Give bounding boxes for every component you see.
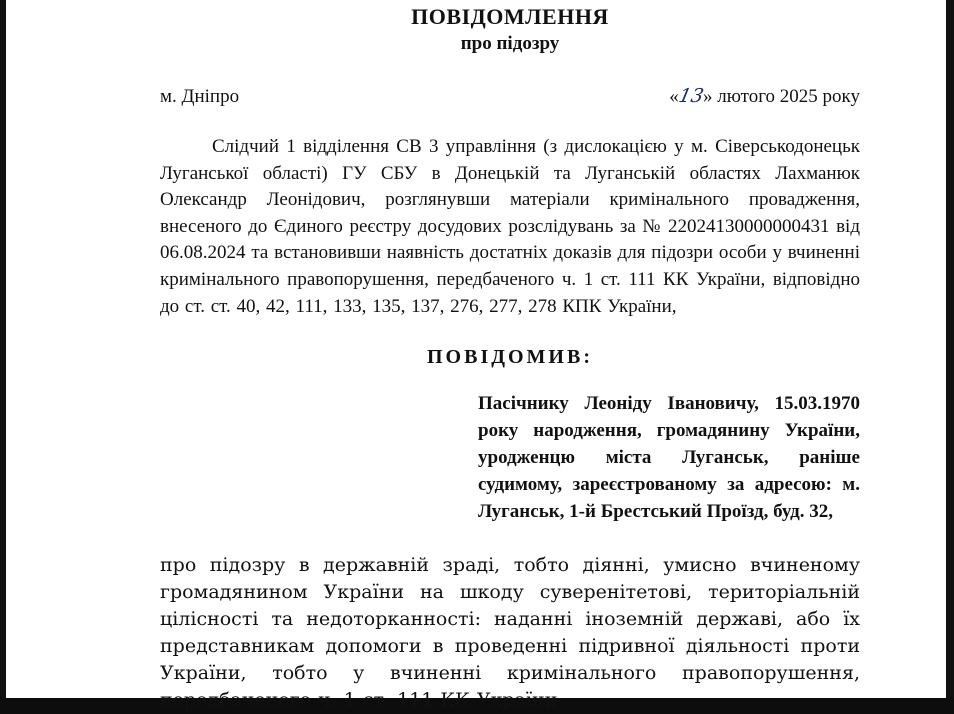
declaration-heading: ПОВІДОМИВ: bbox=[427, 346, 593, 369]
left-margin-shadow bbox=[0, 0, 6, 698]
date-line bbox=[669, 85, 860, 108]
date-rest: » лютого 2025 року bbox=[702, 86, 860, 107]
document-subtitle: про підозру bbox=[460, 33, 560, 54]
accusation-paragraph: про підозру в державній зраді, тобто діянні, умисно вчиненому громадянином України на шкоду суверенітетові, територіальній цілісності та недоторканності: наданні іноземній державі, або їх представникам допомоги в проведенні підривної діяльності проти України, тобто у вчиненні кримінального правопорушення, передбаченого ч. 1 ст. 111 КК України bbox=[160, 554, 860, 711]
document-meta-row bbox=[160, 85, 860, 108]
city-label: м. Дніпро bbox=[160, 86, 240, 107]
intro-paragraph: Слідчий 1 відділення СВ 3 управління (з дислокацією у м. Сіверськодонецьк Луганської області) ГУ СБУ в Донецькій та Луганській областях Лахманюк Олександр Леонідович, розглянувши матеріали кримінального провадження, внесеного до Єдиного реєстру досудових розслідувань за № 22024130000000431 від 06.08.2024 та встановивши наявність достатніх доказів для підозри особи у вчиненні кримінального правопорушення, передбаченого ч. 1 ст. 111 КК України, відповідно до ст. ст. 40, 42, 111, 133, 135, 137, 276, 277, 278 КПК України, bbox=[160, 136, 860, 317]
document-content bbox=[160, 0, 860, 714]
document-title: ПОВІДОМЛЕННЯ bbox=[411, 4, 609, 29]
date-handwritten-day: 13 bbox=[676, 85, 706, 107]
person-details-block: Пасічнику Леоніду Івановичу, 15.03.1970 року народження, громадянину України, уродженцю міста Луганськ, раніше судимому, зареєстрованому за адресою: м. Луганськ, 1-й Брестський Проїзд, буд. 32, bbox=[478, 393, 860, 523]
right-margin-shadow bbox=[946, 0, 954, 698]
date-quote-open: « bbox=[669, 86, 679, 107]
